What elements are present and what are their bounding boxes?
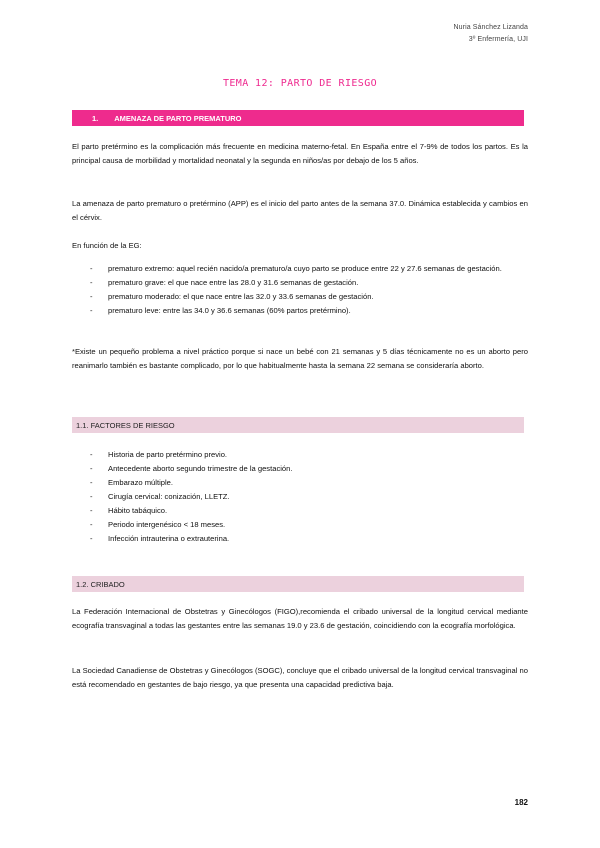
definition-paragraph: La amenaza de parto prematuro o pretérmino (APP) es el inicio del parto antes de la semana 37.0. Dinámica establecida y cambios en el cérvix.: [72, 199, 528, 222]
section-1-number: 1.: [92, 113, 99, 123]
list-item: - prematuro moderado: el que nace entre las 32.0 y 33.6 semanas de gestación.: [90, 290, 528, 304]
list-item: - Infección intrauterina o extrauterina.: [90, 532, 528, 546]
list-item: - prematuro grave: el que nace entre las 28.0 y 31.6 semanas de gestación.: [90, 276, 528, 290]
figo-paragraph: La Federación Internacional de Obstetras y Ginecólogos (FIGO),recomienda el cribado universal de la longitud cervical mediante ecografía transvaginal a todas las gestantes entre las semanas 19.0 y 23.6 de gestación, coincidiendo con la ecografía morfológica.: [72, 607, 528, 630]
list-item: - Cirugía cervical: conización, LLETZ.: [90, 490, 528, 504]
eg-list: [90, 262, 528, 318]
list-item: - Historia de parto pretérmino previo.: [90, 448, 528, 462]
risk-factors-list: [90, 448, 528, 546]
list-item: - Embarazo múltiple.: [90, 476, 528, 490]
header-author: Nuria Sánchez Lizanda: [453, 24, 528, 31]
page-header: [454, 22, 528, 46]
section-1-title: AMENAZA DE PARTO PREMATURO: [114, 113, 242, 123]
section-1-2-heading: [72, 576, 524, 592]
document-title: TEMA 12: PARTO DE RIESGO: [222, 78, 378, 89]
list-item: - Antecedente aborto segundo trimestre de la gestación.: [90, 462, 528, 476]
header-course: 3º Enfermería, UJI: [468, 36, 528, 43]
section-1-1-heading: [72, 417, 524, 433]
sogc-paragraph: La Sociedad Canadiense de Obstetras y Ginecólogos (SOGC), concluye que el cribado universal de la longitud cervical transvaginal no está recomendado en gestantes de bajo riesgo, ya que presenta una capacidad predictiva baja.: [72, 666, 528, 689]
section-1-2-title: 1.2. CRIBADO: [76, 579, 125, 589]
page-number: 182: [514, 798, 528, 807]
list-item: - prematuro extremo: aquel recién nacido/a prematuro/a cuyo parto se produce entre 22 y 27.6 semanas de gestación.: [90, 262, 528, 276]
note-paragraph: *Existe un pequeño problema a nivel práctico porque si nace un bebé con 21 semanas y 5 días técnicamente no es un aborto pero reanimarlo también es bastante complicado, por lo que habitualmente hasta la semana 22 semana se consideraría aborto.: [72, 347, 528, 370]
intro-paragraph: El parto pretérmino es la complicación más frecuente en medicina materno-fetal. En España entre el 7-9% de todos los partos. Es la principal causa de morbilidad y mortalidad neonatal y la segunda en niños/as por debajo de los 5 años.: [72, 142, 528, 165]
eg-heading: En función de la EG:: [72, 241, 142, 250]
list-item: - Hábito tabáquico.: [90, 504, 528, 518]
list-item: - prematuro leve: entre las 34.0 y 36.6 semanas (60% partos pretérmino).: [90, 304, 528, 318]
section-1-1-title: 1.1. FACTORES DE RIESGO: [76, 420, 175, 430]
list-item: - Periodo intergenésico < 18 meses.: [90, 518, 528, 532]
section-1-heading: [72, 110, 524, 126]
